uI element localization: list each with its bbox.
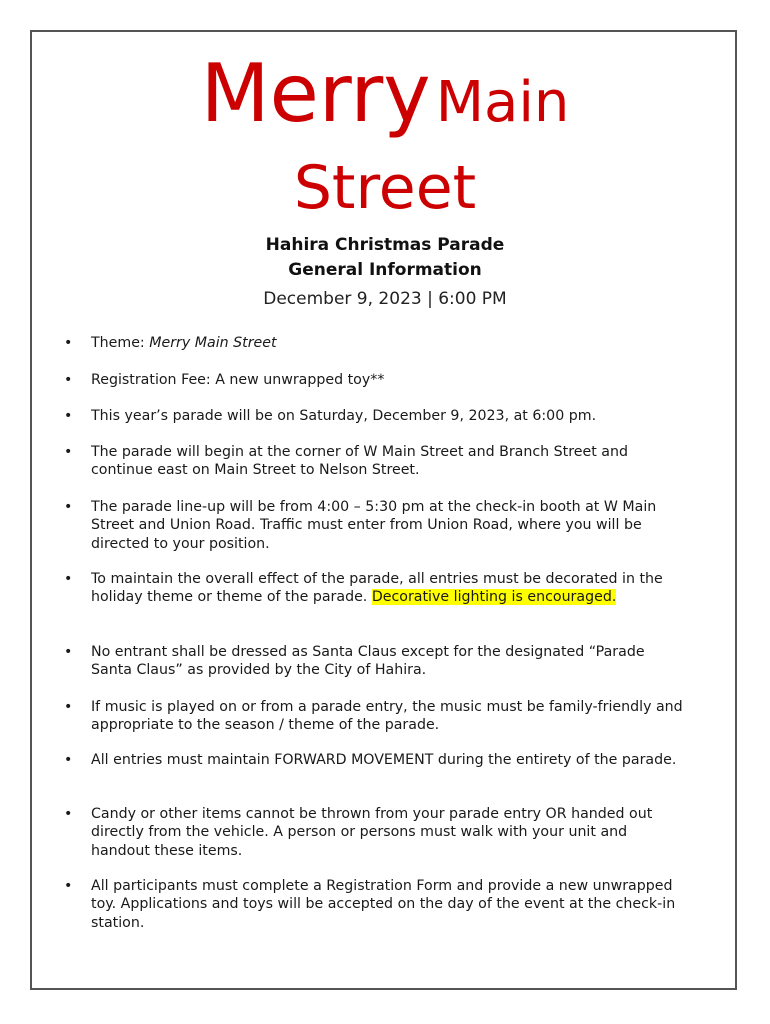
- list-item-route: [64, 443, 684, 480]
- bullet-icon: •: [64, 444, 73, 460]
- bullet-icon: •: [64, 372, 73, 388]
- title-word-merry: Merry: [200, 47, 431, 140]
- bullet-icon: •: [64, 499, 73, 515]
- bullet-icon: •: [64, 878, 73, 894]
- list-item-music: [64, 698, 684, 735]
- subtitle-event-name: Hahira Christmas Parade: [265, 235, 505, 255]
- list-item-registration-form: [64, 877, 684, 932]
- subtitle-general-info: General Information: [288, 260, 482, 280]
- bullet-text: This year’s parade will be on Saturday, December 9, 2023, at 6:00 pm.: [91, 408, 597, 424]
- bullet-icon: •: [64, 408, 73, 424]
- title-word-main: Main: [435, 70, 570, 135]
- bullet-text: All entries must maintain FORWARD MOVEMENT during the entirety of the parade.: [91, 752, 677, 768]
- list-item-theme: [64, 334, 684, 352]
- list-item-registration-fee: [64, 371, 684, 389]
- bullet-icon: •: [64, 806, 73, 822]
- list-item-movement: [64, 751, 684, 769]
- bullet-text: The parade will begin at the corner of W Main Street and Branch Street and continue east on Main Street to Nelson Street.: [91, 444, 628, 479]
- list-item-lineup: [64, 498, 684, 553]
- event-date-time: December 9, 2023 | 6:00 PM: [263, 289, 507, 309]
- highlighted-text: Decorative lighting is encouraged.: [371, 589, 617, 606]
- bullet-icon: •: [64, 699, 73, 715]
- bullet-text: To maintain the overall effect of the parade, all entries must be decorated in the holiday theme or theme of the parade.: [91, 571, 663, 606]
- document-title-line2: [0, 153, 770, 223]
- bullet-icon: •: [64, 335, 73, 351]
- theme-name: Merry Main Street: [149, 335, 277, 351]
- bullet-text: Registration Fee: A new unwrapped toy**: [91, 372, 385, 388]
- bullet-text: If music is played on or from a parade entry, the music must be family-friendly and appropriate to the season / theme of the parade.: [91, 699, 683, 734]
- bullet-text: The parade line-up will be from 4:00 – 5:30 pm at the check-in booth at W Main Street and Union Road. Traffic must enter from Union Road, where you will be directed to your position.: [91, 499, 657, 552]
- list-item-decoration: [64, 570, 684, 607]
- bullet-icon: •: [64, 571, 73, 587]
- bullet-text: Candy or other items cannot be thrown from your parade entry OR handed out directly from the vehicle. A person or persons must walk with your unit and handout these items.: [91, 806, 653, 859]
- list-item-santa: [64, 643, 684, 680]
- title-word-street: Street: [293, 153, 477, 223]
- bullet-icon: •: [64, 752, 73, 768]
- list-item-candy: [64, 805, 684, 860]
- bullet-text: Theme:: [91, 335, 150, 351]
- bullet-icon: •: [64, 644, 73, 660]
- bullet-text: All participants must complete a Registration Form and provide a new unwrapped toy. Applications and toys will be accepted on the day of the event at the check-in station.: [91, 878, 676, 931]
- list-item-date: [64, 407, 684, 425]
- document-title: [0, 47, 770, 140]
- bullet-text: No entrant shall be dressed as Santa Claus except for the designated “Parade Santa Claus” as provided by the City of Hahira.: [91, 644, 645, 679]
